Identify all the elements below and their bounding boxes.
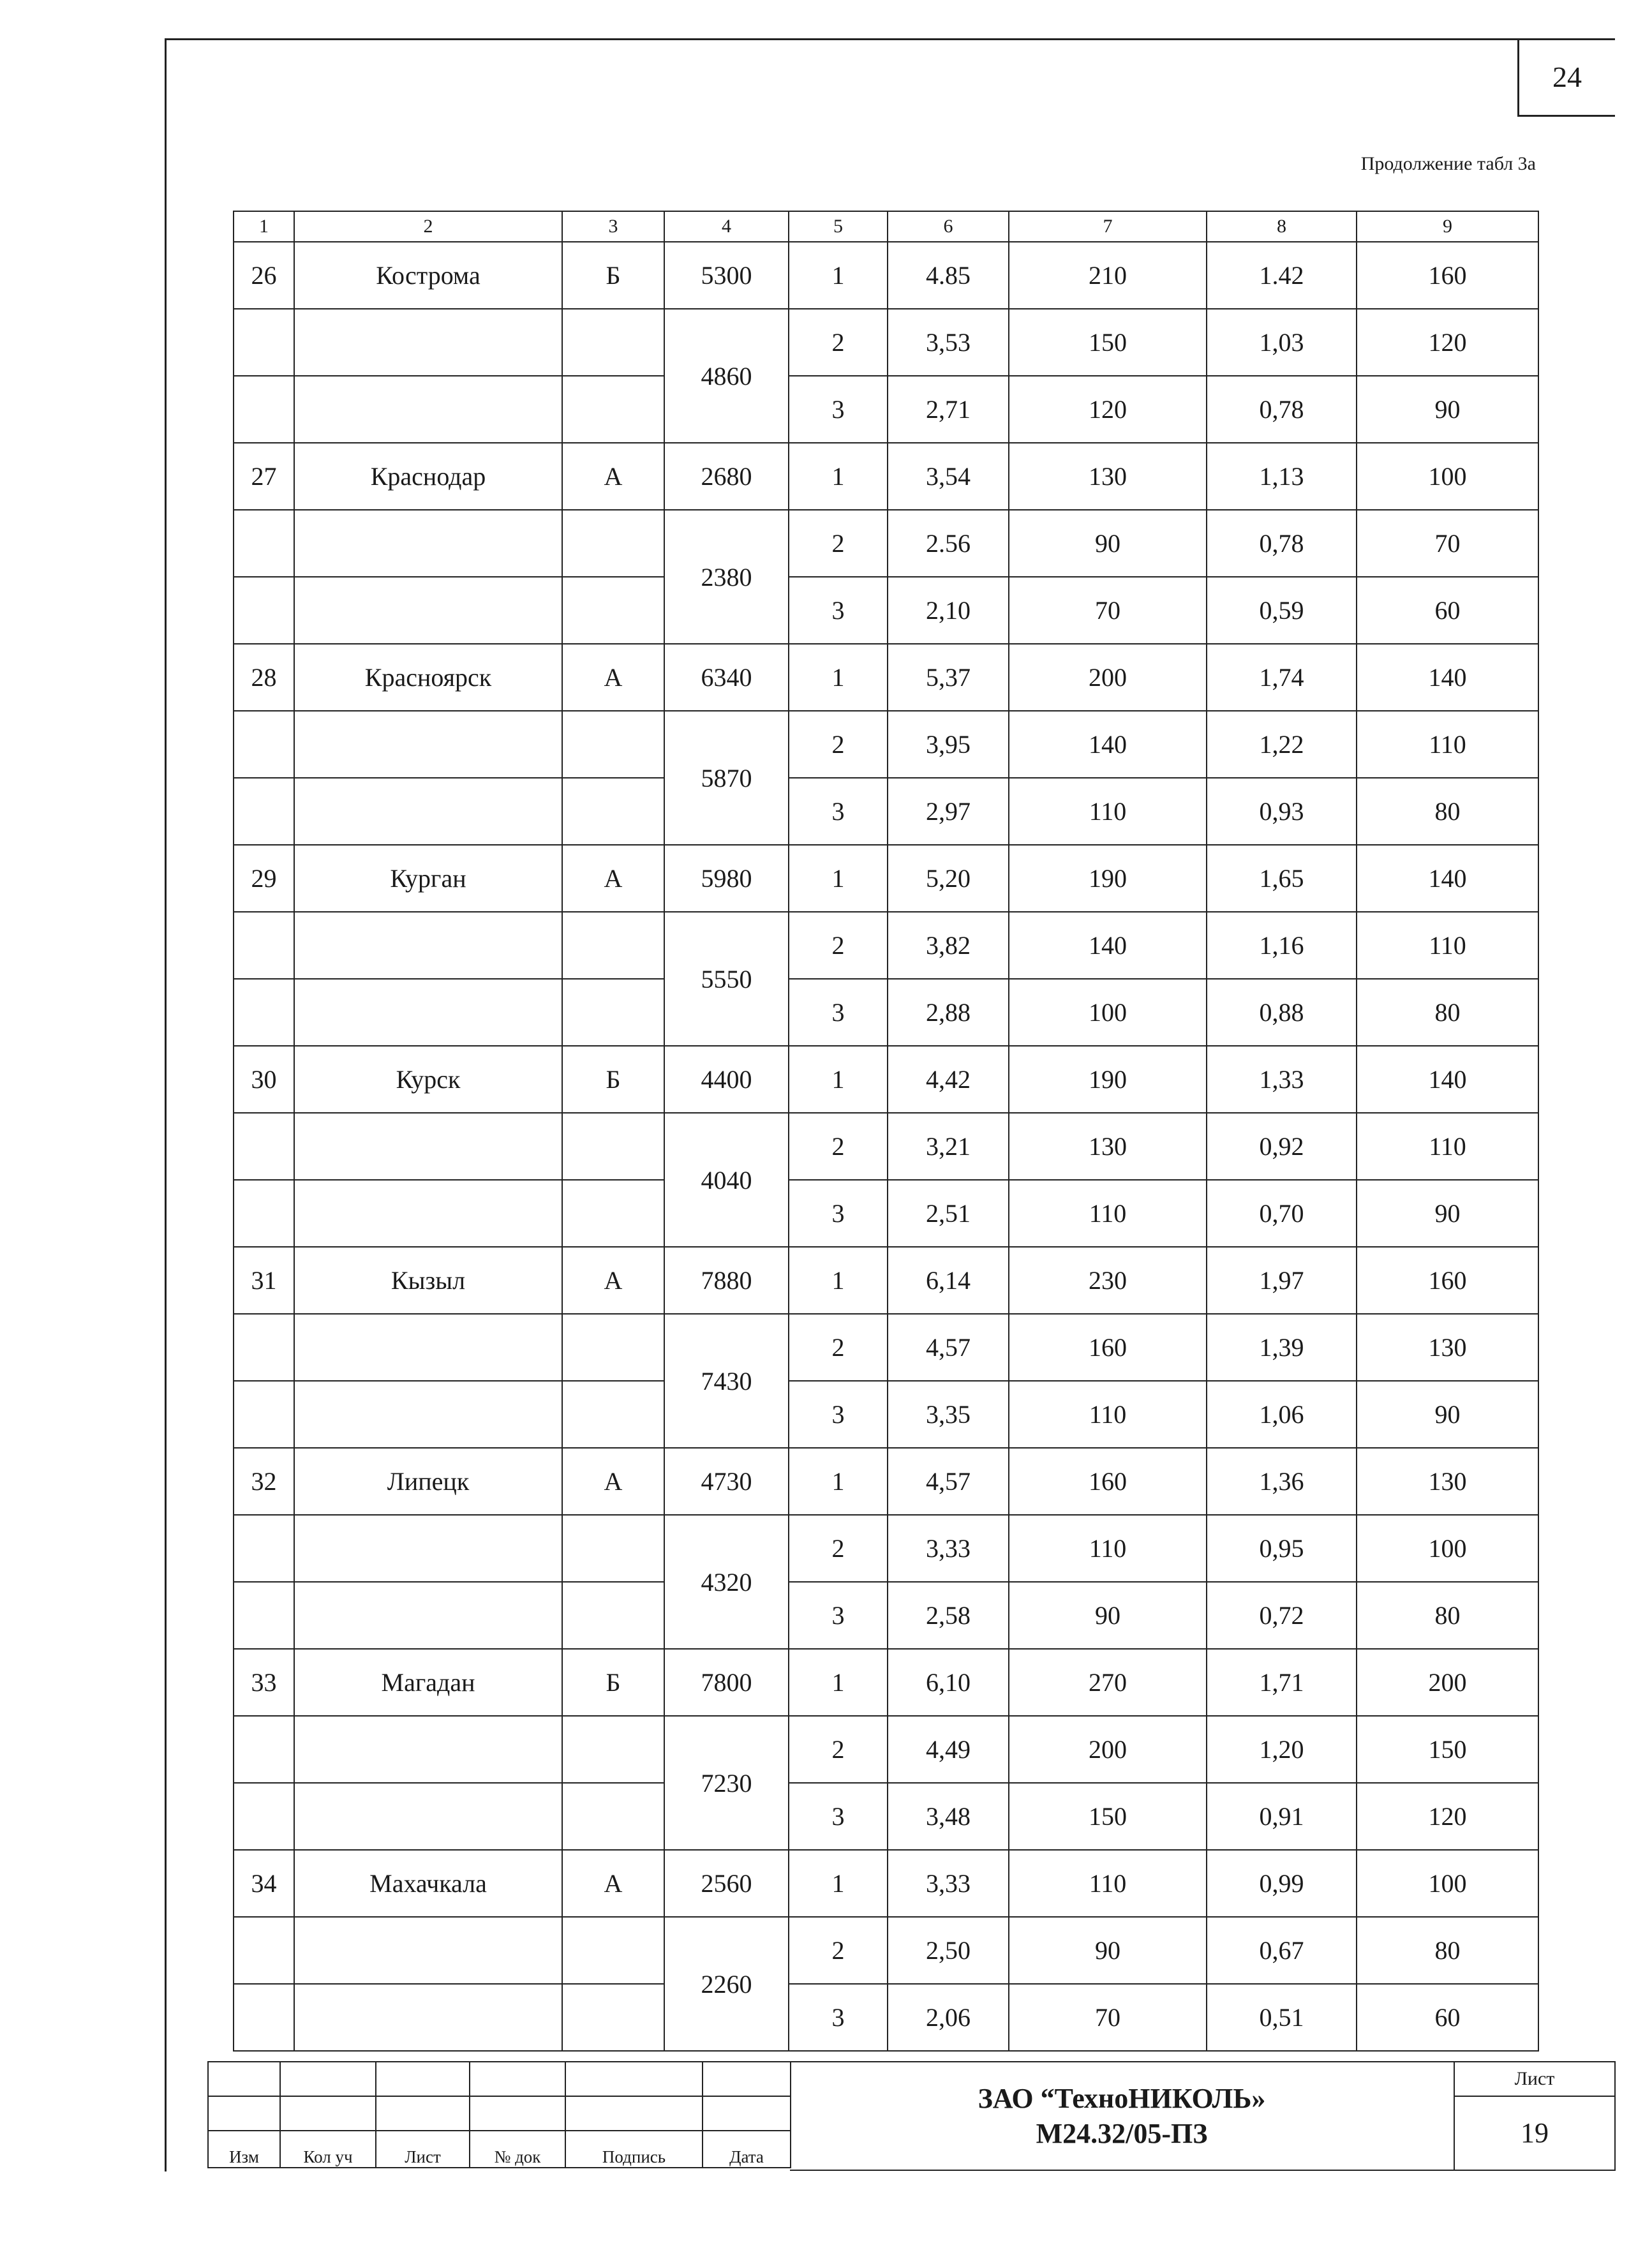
- city-name-cell: [294, 1917, 562, 1984]
- value-cell: 2,58: [888, 1582, 1009, 1649]
- city-number-cell: 32: [234, 1448, 294, 1515]
- value-col4-cell: 5300: [664, 242, 789, 309]
- value-cell: 1,16: [1207, 912, 1357, 979]
- value-cell: 1: [789, 242, 888, 309]
- city-name-cell: [294, 778, 562, 845]
- table-row: [234, 644, 1538, 711]
- value-cell: 2,97: [888, 778, 1009, 845]
- table-row: [234, 1247, 1538, 1314]
- value-cell: 3,35: [888, 1381, 1009, 1448]
- zone-cell: Б: [562, 1649, 664, 1716]
- value-cell: 3,82: [888, 912, 1009, 979]
- value-cell: 1,22: [1207, 711, 1357, 778]
- value-cell: 160: [1357, 1247, 1538, 1314]
- value-cell: 110: [1357, 711, 1538, 778]
- value-cell: 90: [1357, 1381, 1538, 1448]
- value-cell: 0,99: [1207, 1850, 1357, 1917]
- header-cell: 8: [1207, 211, 1357, 242]
- value-col4-cell: 5980: [664, 845, 789, 912]
- value-cell: 2: [789, 1716, 888, 1783]
- zone-cell: [562, 778, 664, 845]
- city-number-cell: 33: [234, 1649, 294, 1716]
- city-number-cell: [234, 1917, 294, 1984]
- table-row: [234, 309, 1538, 376]
- zone-cell: [562, 309, 664, 376]
- header-cell: 6: [888, 211, 1009, 242]
- value-cell: 3,53: [888, 309, 1009, 376]
- zone-cell: Б: [562, 1046, 664, 1113]
- value-col4-merged-cell: 7230: [664, 1716, 789, 1850]
- value-cell: 1: [789, 1649, 888, 1716]
- city-name-cell: Курган: [294, 845, 562, 912]
- value-cell: 60: [1357, 1984, 1538, 2051]
- value-cell: 2: [789, 309, 888, 376]
- value-cell: 2,88: [888, 979, 1009, 1046]
- zone-cell: [562, 1314, 664, 1381]
- city-name-cell: [294, 912, 562, 979]
- city-name-cell: [294, 979, 562, 1046]
- value-cell: 1,74: [1207, 644, 1357, 711]
- value-col4-merged-cell: 5870: [664, 711, 789, 845]
- city-number-cell: 34: [234, 1850, 294, 1917]
- zone-cell: [562, 577, 664, 644]
- city-number-cell: [234, 376, 294, 443]
- zone-cell: А: [562, 1247, 664, 1314]
- value-cell: 1,71: [1207, 1649, 1357, 1716]
- value-cell: 2,50: [888, 1917, 1009, 1984]
- city-name-cell: [294, 711, 562, 778]
- header-row: [234, 211, 1538, 242]
- value-cell: 2: [789, 1515, 888, 1582]
- value-cell: 2,10: [888, 577, 1009, 644]
- table-row: [234, 1448, 1538, 1515]
- value-col4-cell: 7800: [664, 1649, 789, 1716]
- value-cell: 4,42: [888, 1046, 1009, 1113]
- value-cell: 130: [1357, 1448, 1538, 1515]
- value-cell: 1,20: [1207, 1716, 1357, 1783]
- value-cell: 100: [1357, 1515, 1538, 1582]
- document-code: М24.32/05-ПЗ: [1036, 2118, 1208, 2149]
- value-cell: 140: [1357, 1046, 1538, 1113]
- city-name-cell: [294, 577, 562, 644]
- value-cell: 150: [1357, 1716, 1538, 1783]
- city-name-cell: Краснодар: [294, 443, 562, 510]
- zone-cell: [562, 1113, 664, 1180]
- value-cell: 3,21: [888, 1113, 1009, 1180]
- value-cell: 270: [1009, 1649, 1207, 1716]
- city-number-cell: [234, 1314, 294, 1381]
- city-name-cell: Липецк: [294, 1448, 562, 1515]
- zone-cell: А: [562, 1448, 664, 1515]
- table-row: [234, 1783, 1538, 1850]
- value-cell: 150: [1009, 1783, 1207, 1850]
- city-name-cell: Красноярск: [294, 644, 562, 711]
- header-cell: 4: [664, 211, 789, 242]
- city-name-cell: Курск: [294, 1046, 562, 1113]
- value-cell: 70: [1009, 1984, 1207, 2051]
- header-cell: 5: [789, 211, 888, 242]
- value-cell: 60: [1357, 577, 1538, 644]
- value-col4-cell: 6340: [664, 644, 789, 711]
- value-col4-merged-cell: 4320: [664, 1515, 789, 1649]
- header-cell: 9: [1357, 211, 1538, 242]
- value-cell: 1: [789, 1448, 888, 1515]
- sheet-number: 19: [1521, 2117, 1549, 2149]
- value-cell: 6,14: [888, 1247, 1009, 1314]
- value-cell: 4,57: [888, 1448, 1009, 1515]
- table-row: [234, 510, 1538, 577]
- city-name-cell: [294, 376, 562, 443]
- value-cell: 2: [789, 711, 888, 778]
- table-row: [234, 1582, 1538, 1649]
- sheet-box: [1454, 2061, 1616, 2171]
- table-row: [234, 778, 1538, 845]
- header-cell: 7: [1009, 211, 1207, 242]
- table-row: [234, 376, 1538, 443]
- value-cell: 120: [1357, 1783, 1538, 1850]
- value-cell: 140: [1357, 644, 1538, 711]
- table-row: [234, 711, 1538, 778]
- value-cell: 110: [1357, 1113, 1538, 1180]
- title-block-main: [790, 2061, 1454, 2171]
- city-number-cell: [234, 577, 294, 644]
- value-cell: 1,39: [1207, 1314, 1357, 1381]
- table-row: [234, 1984, 1538, 2051]
- city-number-cell: 28: [234, 644, 294, 711]
- value-cell: 2,51: [888, 1180, 1009, 1247]
- table-row: [234, 979, 1538, 1046]
- value-col4-cell: 4400: [664, 1046, 789, 1113]
- value-cell: 1: [789, 845, 888, 912]
- table-row: [234, 443, 1538, 510]
- table-row: [234, 1850, 1538, 1917]
- value-col4-merged-cell: 5550: [664, 912, 789, 1046]
- table-row: [234, 1716, 1538, 1783]
- city-number-cell: [234, 1381, 294, 1448]
- value-cell: 190: [1009, 1046, 1207, 1113]
- value-col4-merged-cell: 7430: [664, 1314, 789, 1448]
- city-name-cell: Кызыл: [294, 1247, 562, 1314]
- value-cell: 90: [1009, 510, 1207, 577]
- table-row: [234, 242, 1538, 309]
- value-cell: 3: [789, 1381, 888, 1448]
- city-number-cell: [234, 309, 294, 376]
- value-cell: 2: [789, 1113, 888, 1180]
- value-cell: 3: [789, 1180, 888, 1247]
- value-cell: 190: [1009, 845, 1207, 912]
- zone-cell: [562, 1917, 664, 1984]
- value-cell: 110: [1009, 1381, 1207, 1448]
- value-cell: 1,36: [1207, 1448, 1357, 1515]
- value-cell: 1,65: [1207, 845, 1357, 912]
- value-cell: 3: [789, 1783, 888, 1850]
- zone-cell: [562, 1515, 664, 1582]
- value-cell: 6,10: [888, 1649, 1009, 1716]
- value-cell: 3: [789, 1984, 888, 2051]
- stamp-label-list: Лист: [376, 2131, 470, 2168]
- value-cell: 160: [1357, 242, 1538, 309]
- value-cell: 200: [1009, 1716, 1207, 1783]
- zone-cell: [562, 376, 664, 443]
- city-number-cell: [234, 1984, 294, 2051]
- value-cell: 0,78: [1207, 376, 1357, 443]
- value-cell: 160: [1009, 1448, 1207, 1515]
- value-cell: 90: [1357, 376, 1538, 443]
- header-cell: 1: [234, 211, 294, 242]
- city-name-cell: Кострома: [294, 242, 562, 309]
- table-row: [234, 1515, 1538, 1582]
- stamp-label-izm: Изм: [208, 2131, 280, 2168]
- zone-cell: [562, 1180, 664, 1247]
- value-cell: 0,93: [1207, 778, 1357, 845]
- value-cell: 90: [1009, 1917, 1207, 1984]
- value-cell: 0,95: [1207, 1515, 1357, 1582]
- value-col4-merged-cell: 2260: [664, 1917, 789, 2051]
- zone-cell: [562, 1984, 664, 2051]
- city-name-cell: [294, 1582, 562, 1649]
- city-number-cell: [234, 1515, 294, 1582]
- value-cell: 110: [1009, 1180, 1207, 1247]
- zone-cell: [562, 1582, 664, 1649]
- value-cell: 80: [1357, 1917, 1538, 1984]
- value-cell: 70: [1009, 577, 1207, 644]
- value-cell: 0,51: [1207, 1984, 1357, 2051]
- value-cell: 0,70: [1207, 1180, 1357, 1247]
- zone-cell: [562, 912, 664, 979]
- city-name-cell: [294, 1515, 562, 1582]
- city-name-cell: [294, 1180, 562, 1247]
- value-cell: 100: [1009, 979, 1207, 1046]
- city-number-cell: [234, 1180, 294, 1247]
- value-cell: 5,37: [888, 644, 1009, 711]
- zone-cell: [562, 1783, 664, 1850]
- stamp-label-kol-uch: Кол уч: [280, 2131, 376, 2168]
- value-cell: 2: [789, 1917, 888, 1984]
- value-cell: 3,33: [888, 1515, 1009, 1582]
- table-row: [234, 1381, 1538, 1448]
- value-cell: 2: [789, 1314, 888, 1381]
- value-col4-merged-cell: 4040: [664, 1113, 789, 1247]
- value-cell: 1: [789, 1247, 888, 1314]
- header-cell: 3: [562, 211, 664, 242]
- value-cell: 2,06: [888, 1984, 1009, 2051]
- zone-cell: [562, 1381, 664, 1448]
- value-cell: 80: [1357, 1582, 1538, 1649]
- zone-cell: А: [562, 845, 664, 912]
- table-row: [234, 577, 1538, 644]
- zone-cell: Б: [562, 242, 664, 309]
- zone-cell: [562, 510, 664, 577]
- table-row: [234, 845, 1538, 912]
- city-number-cell: [234, 912, 294, 979]
- value-cell: 2.56: [888, 510, 1009, 577]
- value-cell: 3,48: [888, 1783, 1009, 1850]
- value-cell: 3: [789, 577, 888, 644]
- value-cell: 1,03: [1207, 309, 1357, 376]
- value-cell: 3,54: [888, 443, 1009, 510]
- value-cell: 80: [1357, 778, 1538, 845]
- value-cell: 130: [1357, 1314, 1538, 1381]
- header-cell: 2: [294, 211, 562, 242]
- value-cell: 3: [789, 778, 888, 845]
- value-cell: 1,13: [1207, 443, 1357, 510]
- city-number-cell: [234, 1582, 294, 1649]
- value-cell: 3: [789, 1582, 888, 1649]
- city-name-cell: [294, 1716, 562, 1783]
- value-cell: 70: [1357, 510, 1538, 577]
- value-cell: 3,33: [888, 1850, 1009, 1917]
- value-cell: 100: [1357, 1850, 1538, 1917]
- company-name: ЗАО “ТехноНИКОЛЬ»: [978, 2083, 1266, 2114]
- value-cell: 110: [1009, 778, 1207, 845]
- value-cell: 0,91: [1207, 1783, 1357, 1850]
- sheet-label: Лист: [1455, 2062, 1614, 2097]
- value-col4-cell: 4730: [664, 1448, 789, 1515]
- value-cell: 200: [1009, 644, 1207, 711]
- value-cell: 120: [1357, 309, 1538, 376]
- value-cell: 0,88: [1207, 979, 1357, 1046]
- value-cell: 90: [1009, 1582, 1207, 1649]
- zone-cell: А: [562, 443, 664, 510]
- value-cell: 1: [789, 443, 888, 510]
- value-cell: 230: [1009, 1247, 1207, 1314]
- value-cell: 80: [1357, 979, 1538, 1046]
- city-name-cell: [294, 1984, 562, 2051]
- value-cell: 1,97: [1207, 1247, 1357, 1314]
- city-name-cell: Махачкала: [294, 1850, 562, 1917]
- zone-cell: А: [562, 644, 664, 711]
- value-cell: 90: [1357, 1180, 1538, 1247]
- value-cell: 120: [1009, 376, 1207, 443]
- value-cell: 110: [1009, 1515, 1207, 1582]
- value-cell: 1,33: [1207, 1046, 1357, 1113]
- value-cell: 0,92: [1207, 1113, 1357, 1180]
- table-row: [234, 1649, 1538, 1716]
- value-cell: 150: [1009, 309, 1207, 376]
- stamp-label-doc-number: № док: [470, 2131, 565, 2168]
- city-number-cell: [234, 711, 294, 778]
- city-number-cell: 30: [234, 1046, 294, 1113]
- value-cell: 2: [789, 510, 888, 577]
- value-col4-merged-cell: 4860: [664, 309, 789, 443]
- value-cell: 1: [789, 1046, 888, 1113]
- value-cell: 160: [1009, 1314, 1207, 1381]
- value-cell: 2,71: [888, 376, 1009, 443]
- city-number-cell: [234, 1783, 294, 1850]
- value-cell: 210: [1009, 242, 1207, 309]
- value-cell: 4.85: [888, 242, 1009, 309]
- city-number-cell: [234, 510, 294, 577]
- city-number-cell: [234, 778, 294, 845]
- city-name-cell: [294, 1113, 562, 1180]
- table-row: [234, 1314, 1538, 1381]
- value-cell: 110: [1357, 912, 1538, 979]
- value-cell: 1: [789, 644, 888, 711]
- value-cell: 4,57: [888, 1314, 1009, 1381]
- value-cell: 4,49: [888, 1716, 1009, 1783]
- value-cell: 2: [789, 912, 888, 979]
- continuation-note: Продолжение табл 3а: [1360, 153, 1536, 174]
- city-name-cell: [294, 1783, 562, 1850]
- page-number: 24: [1517, 38, 1615, 117]
- value-cell: 110: [1009, 1850, 1207, 1917]
- value-cell: 5,20: [888, 845, 1009, 912]
- table-row: [234, 1180, 1538, 1247]
- city-name-cell: [294, 1314, 562, 1381]
- city-name-cell: [294, 1381, 562, 1448]
- city-number-cell: 29: [234, 845, 294, 912]
- value-cell: 130: [1009, 443, 1207, 510]
- table-row: [234, 912, 1538, 979]
- city-number-cell: 31: [234, 1247, 294, 1314]
- value-cell: 100: [1357, 443, 1538, 510]
- value-cell: 1: [789, 1850, 888, 1917]
- stamp-label-date: Дата: [703, 2131, 791, 2168]
- data-table: [233, 211, 1539, 2052]
- city-number-cell: [234, 1716, 294, 1783]
- value-cell: 0,59: [1207, 577, 1357, 644]
- zone-cell: [562, 979, 664, 1046]
- value-cell: 1.42: [1207, 242, 1357, 309]
- city-number-cell: [234, 1113, 294, 1180]
- value-cell: 0,78: [1207, 510, 1357, 577]
- value-cell: 200: [1357, 1649, 1538, 1716]
- city-number-cell: [234, 979, 294, 1046]
- table-row: [234, 1917, 1538, 1984]
- city-number-cell: 27: [234, 443, 294, 510]
- value-cell: 3: [789, 376, 888, 443]
- city-number-cell: 26: [234, 242, 294, 309]
- value-cell: 0,72: [1207, 1582, 1357, 1649]
- stamp-label-signature: Подпись: [565, 2131, 703, 2168]
- value-cell: 1,06: [1207, 1381, 1357, 1448]
- city-name-cell: [294, 510, 562, 577]
- table-row: [234, 1113, 1538, 1180]
- zone-cell: [562, 1716, 664, 1783]
- value-cell: 140: [1009, 711, 1207, 778]
- value-cell: 3: [789, 979, 888, 1046]
- value-col4-cell: 2680: [664, 443, 789, 510]
- title-block-grid: [207, 2061, 791, 2168]
- value-cell: 3,95: [888, 711, 1009, 778]
- value-cell: 0,67: [1207, 1917, 1357, 1984]
- city-name-cell: [294, 309, 562, 376]
- city-name-cell: Магадан: [294, 1649, 562, 1716]
- zone-cell: [562, 711, 664, 778]
- table-row: [234, 1046, 1538, 1113]
- value-cell: 130: [1009, 1113, 1207, 1180]
- zone-cell: А: [562, 1850, 664, 1917]
- value-col4-merged-cell: 2380: [664, 510, 789, 644]
- value-col4-cell: 7880: [664, 1247, 789, 1314]
- value-cell: 140: [1357, 845, 1538, 912]
- value-cell: 140: [1009, 912, 1207, 979]
- value-col4-cell: 2560: [664, 1850, 789, 1917]
